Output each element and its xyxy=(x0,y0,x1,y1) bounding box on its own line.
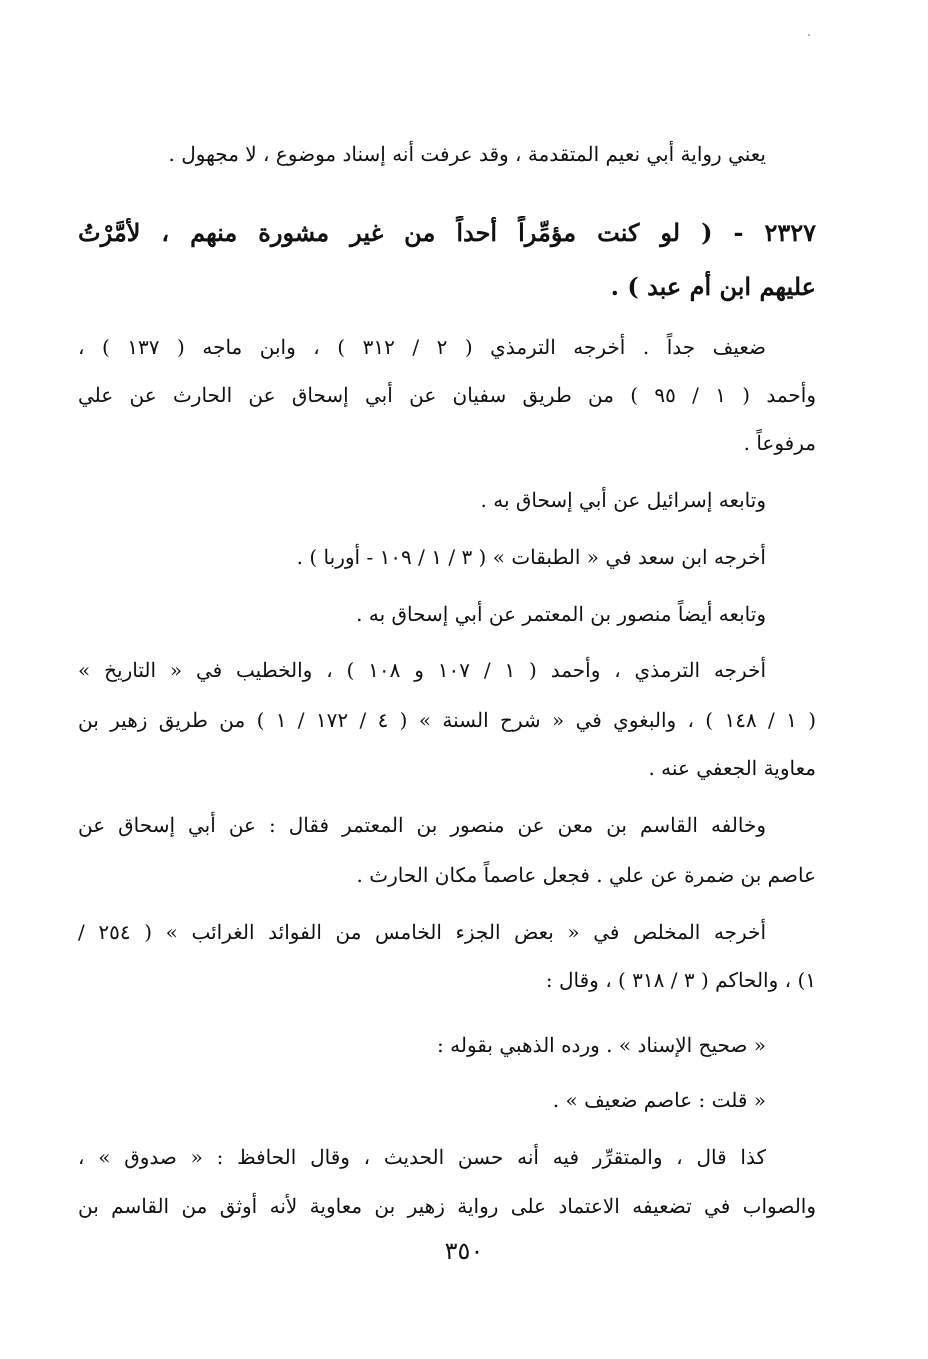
text-line-16: ١) ، والحاكم ( ٣ / ٣١٨ ) ، وقال : xyxy=(545,968,816,992)
text-line-13: وخالفه القاسم بن معن عن منصور بن المعتمر فقال : عن أبي إسحاق عن xyxy=(78,813,766,837)
document-page xyxy=(78,0,816,1359)
text-line-12: معاوية الجعفي عنه . xyxy=(648,756,816,780)
text-line-4: ضعيف جداً . أخرجه الترمذي ( ٢ / ٣١٢ ) ، وابن ماجه ( ١٣٧ ) ، xyxy=(78,335,767,359)
text-line-7: وتابعه إسرائيل عن أبي إسحاق به . xyxy=(480,488,766,512)
text-line-17: « صحيح الإسناد » . ورده الذهبي بقوله : xyxy=(437,1033,766,1057)
text-line-19: كذا قال ، والمتقرِّر فيه أنه حسن الحديث ، وقال الحافظ : « صدوق » ، xyxy=(78,1145,766,1169)
text-line-20: والصواب في تضعيفه الاعتماد على رواية زهير بن معاوية لأنه أوثق من القاسم بن xyxy=(78,1194,816,1218)
text-line-8: أخرجه ابن سعد في « الطبقات » ( ٣ / ١ / ١٠٩ - أوربا ) . xyxy=(296,545,766,569)
text-line-11: ( ١ / ١٤٨ ) ، والبغوي في « شرح السنة » ( ٤ / ١٧٢ / ١ ) من طريق زهير بن xyxy=(78,708,816,732)
page-number: ٣٥٠ xyxy=(444,1237,484,1265)
text-line-6: مرفوعاً . xyxy=(743,431,816,455)
text-line-9: وتابعه أيضاً منصور بن المعتمر عن أبي إسحاق به . xyxy=(356,602,766,626)
text-line-1: يعني رواية أبي نعيم المتقدمة ، وقد عرفت أنه إسناد موضوع ، لا مجهول . xyxy=(168,142,766,166)
text-line-10: أخرجه الترمذي ، وأحمد ( ١ / ١٠٧ و ١٠٨ ) ، والخطيب في « التاريخ » xyxy=(78,658,766,682)
hadith-heading-line-2: عليهم ابن أم عبد ) . xyxy=(610,272,816,301)
text-line-14: عاصم بن ضمرة عن علي . فجعل عاصماً مكان الحارث . xyxy=(356,863,816,887)
text-line-18: « قلت : عاصم ضعيف » . xyxy=(552,1088,766,1112)
text-line-15: أخرجه المخلص في « بعض الجزء الخامس من الفوائد الغرائب » ( ٢٥٤ / xyxy=(78,920,766,944)
hadith-heading-line-1: ٢٣٢٧ - ( لو كنت مؤمِّراً أحداً من غير مشورة منهم ، لأمَّرْتُ xyxy=(78,218,816,247)
text-line-5: وأحمد ( ١ / ٩٥ ) من طريق سفيان عن أبي إسحاق عن الحارث عن علي xyxy=(78,383,816,407)
